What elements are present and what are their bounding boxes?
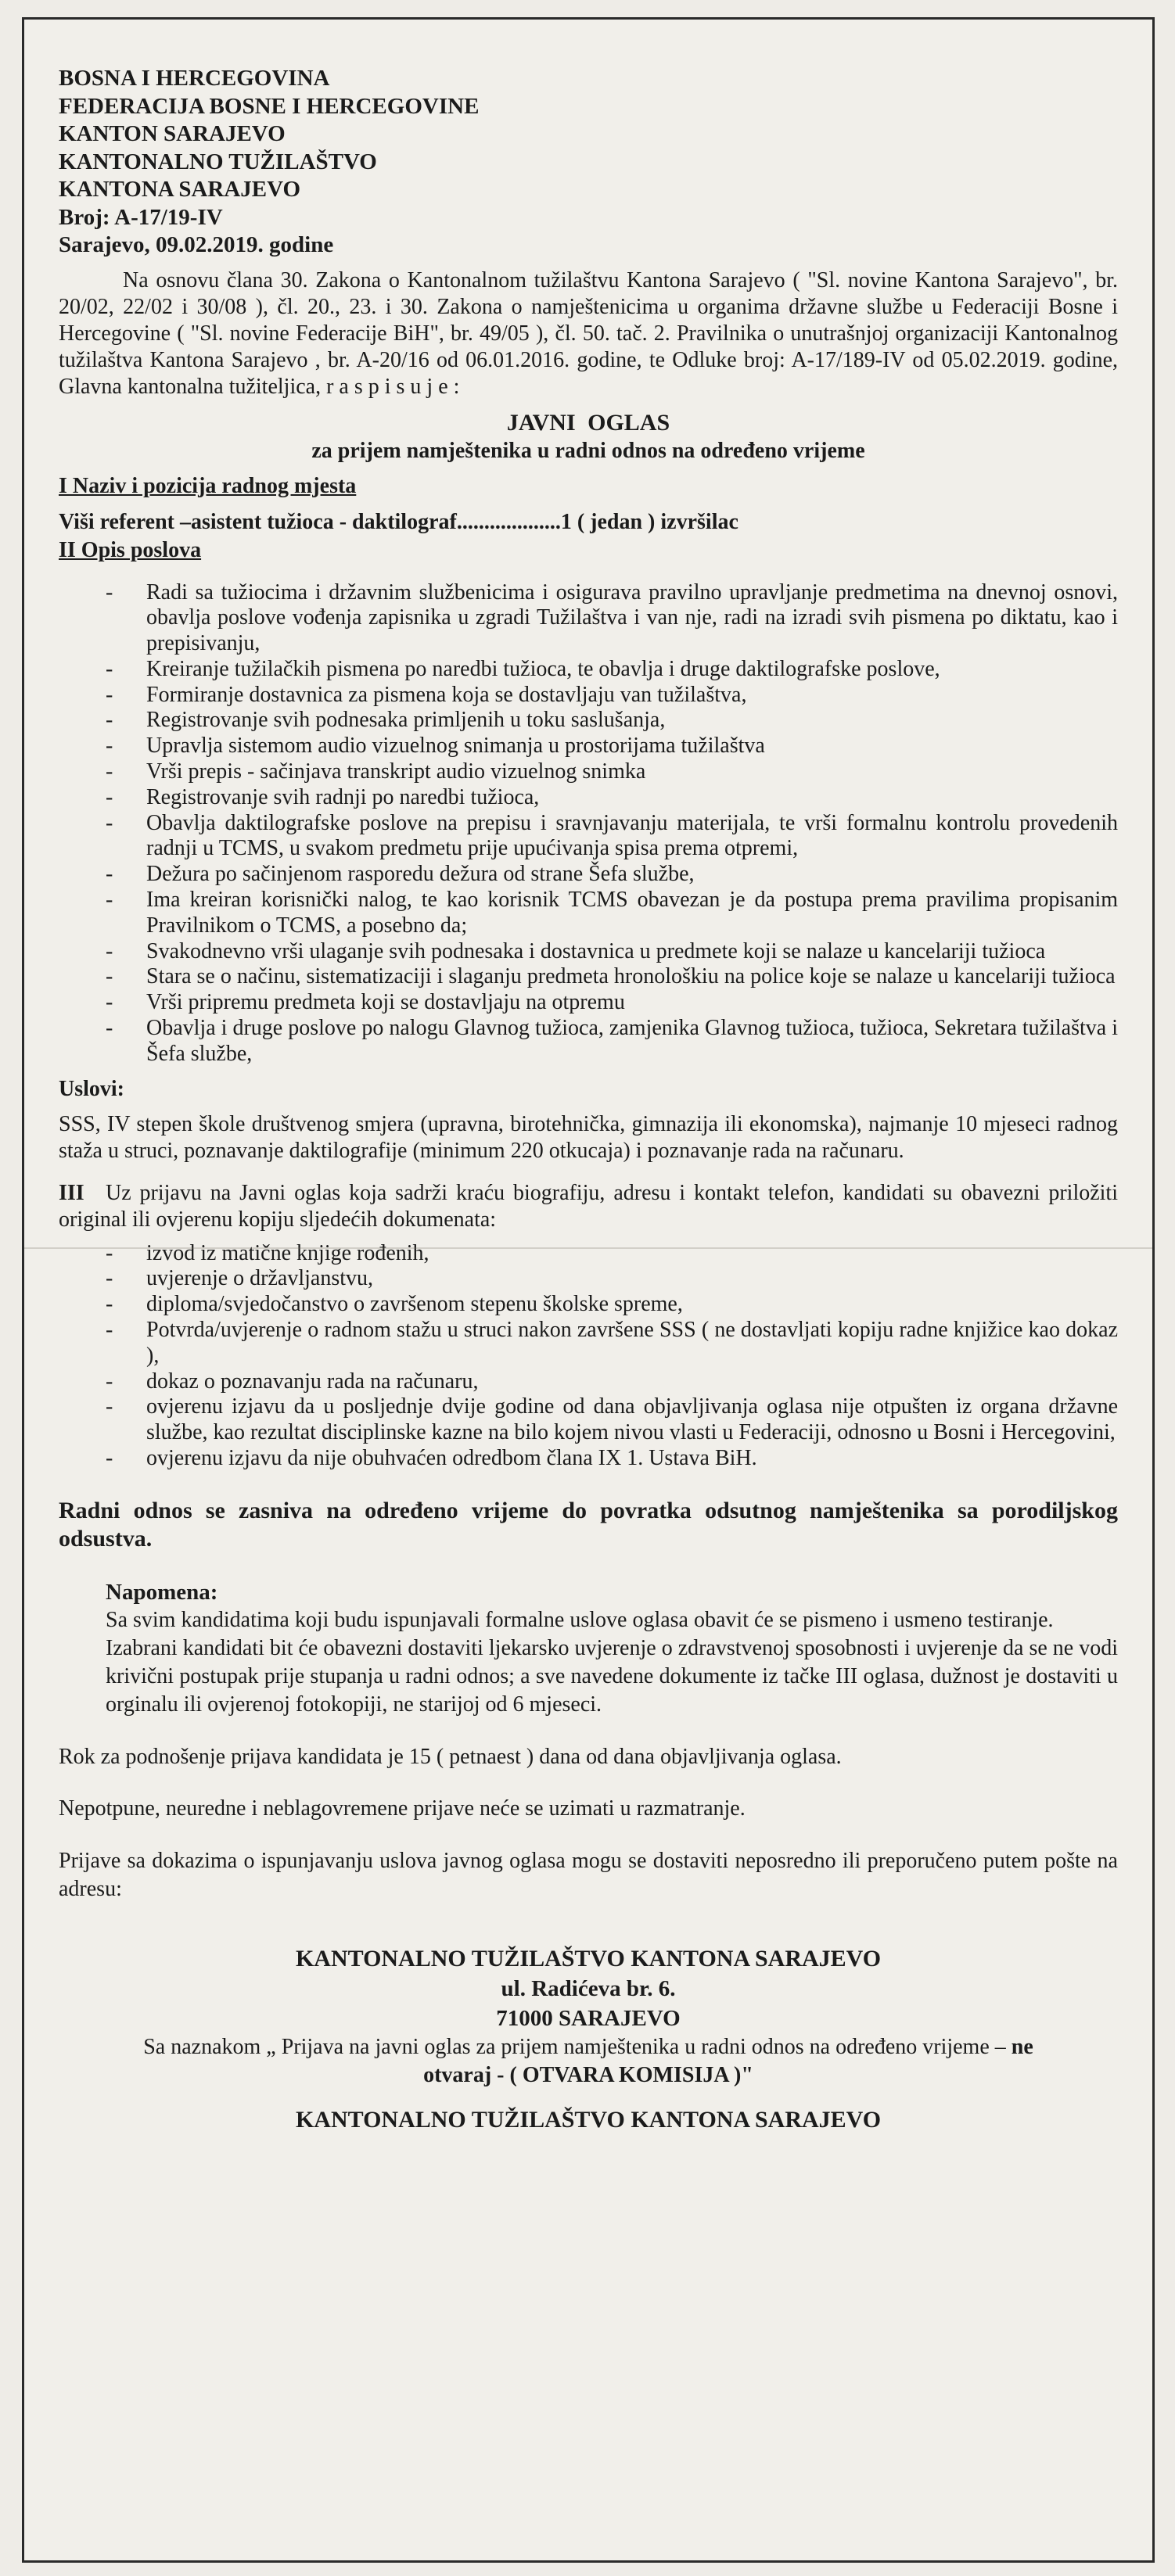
- marking-bold-ne: ne: [1011, 2034, 1033, 2059]
- list-item: - Svakodnevno vrši ulaganje svih podnesaka i dostavnica u predmete koji se nalaze u kancelariji tužioca: [106, 939, 1118, 965]
- intro-paragraph: Na osnovu člana 30. Zakona o Kantonalnom tužilaštvu Kantona Sarajevo ( "Sl. novine Kantona Sarajevo", br. 20/02, 22/02 i 30/08 ), čl. 20., 23. i 30. Zakona o namještenicima u organima državne službe u Federaciji Bosne i Hercegovine ( "Sl. novine Federacije BiH", br. 49/05 ), čl. 50. tač. 2. Pravilnika o unutrašnjoj organizaciji Kantonalnog tužilaštva Kantona Sarajevo , br. A-20/16 od 06.01.2016. godine, te Odluke broj: A-17/189-IV od 05.02.2019. godine, Glavna kantonalna tužiteljica, r a s p i s u j e :: [59, 267, 1118, 399]
- list-item: - Obavlja daktilografske poslove na prepisu i sravnjavanju materijala, te vrši formalnu kontrolu provedenih radnji u TCMS, u svakom predmetu prije upućivanja spisa prema otpremi,: [106, 811, 1118, 863]
- conditions-text: SSS, IV stepen škole društvenog smjera (upravna, birotehnička, gimnazija ili ekonomska), najmanje 10 mjeseci radnog staža u struci, poznavanje daktilografije (minimum 220 otkucaja) i poznavanje rada na računaru.: [59, 1111, 1118, 1163]
- list-item: - Vrši pripremu predmeta koji se dostavljaju na otpremu: [106, 990, 1118, 1016]
- list-item: - dokaz o poznavanju rada na računaru,: [106, 1369, 1118, 1395]
- conditions-heading: Uslovi:: [59, 1076, 124, 1101]
- list-item: - Upravlja sistemom audio vizuelnog snimanja u prostorijama tužilaštva: [106, 734, 1118, 759]
- documents-list: [106, 1241, 1118, 1472]
- document-date: Sarajevo, 09.02.2019. godine: [59, 232, 334, 257]
- duties-list: [106, 580, 1118, 1067]
- section-3-text: Uz prijavu na Javni oglas koja sadrži kraću biografiju, adresu i kontakt telefon, kandidati su obavezni priložiti original ili ovjerenu kopiju sljedećih dokumenata:: [59, 1180, 1118, 1232]
- address-marking: [59, 2033, 1118, 2090]
- list-item: - Formiranje dostavnica za pismena koja se dostavljaju van tužilaštva,: [106, 683, 1118, 709]
- deadline-text: Rok za podnošenje prijava kandidata je 15 ( petnaest ) dana od dana objavljivanja oglasa.: [59, 1744, 842, 1769]
- address-institution: KANTONALNO TUŽILAŠTVO KANTONA SARAJEVO: [295, 1945, 882, 1971]
- list-item: - Stara se o načinu, sistematizaciji i slaganju predmeta hronološkiu na police koje se nalaze u kancelariji tužioca: [106, 964, 1118, 990]
- submission-text: Prijave sa dokazima o ispunjavanju uslova javnog oglasa mogu se dostaviti neposredno ili preporučeno putem pošte na adresu:: [59, 1848, 1118, 1901]
- list-item: - Kreiranje tužilačkih pismena po naredbi tužioca, te obavlja i druge daktilografske poslove,: [106, 657, 1118, 683]
- employment-note: Radni odnos se zasniva na određeno vrijeme do povratka odsutnog namještenika sa porodiljskog odsustva.: [59, 1497, 1118, 1552]
- header-line-office: KANTONALNO TUŽILAŠTVO: [59, 149, 377, 174]
- footer-institution: KANTONALNO TUŽILAŠTVO KANTONA SARAJEVO: [295, 2106, 882, 2133]
- section-3-paragraph: [59, 1180, 1118, 1233]
- section-1-heading: I Naziv i pozicija radnog mjesta: [59, 473, 357, 498]
- list-item: - Dežura po sačinjenom rasporedu dežura od strane Šefa službe,: [106, 862, 1118, 888]
- list-item: - Registrovanje svih radnji po naredbi tužioca,: [106, 785, 1118, 811]
- list-item: - izvod iz matične knjige rođenih,: [106, 1241, 1118, 1267]
- header-line-canton: KANTON SARAJEVO: [59, 121, 286, 146]
- napomena-block: [106, 1578, 1118, 1719]
- napomena-testing: Sa svim kandidatima koji budu ispunjavali formalne uslove oglasa obavit će se pismeno i usmeno testiranje.: [106, 1607, 1054, 1632]
- header-line-office-canton: KANTONA SARAJEVO: [59, 177, 301, 202]
- section-3-numeral: III: [59, 1180, 84, 1205]
- list-item: - ovjerenu izjavu da nije obuhvaćen odredbom člana IX 1. Ustava BiH.: [106, 1446, 1118, 1472]
- section-2-heading: II Opis poslova: [59, 537, 202, 562]
- marking-prefix: Sa naznakom „ Prijava na javni oglas za prijem namještenika u radni odnos na određeno vrijeme –: [143, 2034, 1006, 2059]
- list-item: - Vrši prepis - sačinjava transkript audio vizuelnog snimka: [106, 759, 1118, 785]
- list-item: - Potvrda/uvjerenje o radnom stažu u struci nakon završene SSS ( ne dostavljati kopiju radne knjižice kao dokaz ),: [106, 1318, 1118, 1369]
- napomena-heading: Napomena:: [106, 1579, 218, 1605]
- napomena-documents: Izabrani kandidati bit će obavezni dostaviti ljekarsko uvjerenje o zdravstvenoj sposobnosti i uvjerenje da se ne vodi krivični postupak prije stupanja u radni odnos; a sve navedene dokumente iz tačke III oglasa, dužnost je dostaviti u orginalu ili ovjerenoj fotokopiji, ne starijoj od 6 mjeseci.: [106, 1635, 1118, 1717]
- address-street: ul. Radićeva br. 6.: [501, 1975, 676, 2001]
- incomplete-applications-text: Nepotpune, neuredne i neblagovremene prijave neće se uzimati u razmatranje.: [59, 1796, 746, 1821]
- list-item: - Radi sa tužiocima i državnim službenicima i osigurava pravilno upravljanje predmetima na dnevnoj osnovi, obavlja poslove vođenja zapisnika u zgradi Tužilaštva i van nje, radi na izradi svih pismena po diktatu, kao i prepisivanju,: [106, 580, 1118, 657]
- list-item: - ovjerenu izjavu da u posljednje dvije godine od dana objavljivanja oglasa nije otpušten iz organa državne službe, kao rezultat disciplinske kazne na bilo kojem nivou vlasti u Federaciji, odnosno u Bosni i Hercegovini,: [106, 1394, 1118, 1446]
- position-title: Viši referent –asistent tužioca - daktilograf...................1 ( jedan ) izvršilac: [59, 509, 738, 534]
- list-item: - diploma/svjedočanstvo o završenom stepenu školske spreme,: [106, 1292, 1118, 1318]
- list-item: - Obavlja i druge poslove po nalogu Glavnog tužioca, zamjenika Glavnog tužioca, tužioca, Sekretara tužilaštva i Šefa službe,: [106, 1016, 1118, 1067]
- list-item: - Ima kreiran korisnički nalog, te kao korisnik TCMS obavezan je da postupa prema pravilima propisanim Pravilnikom o TCMS, a posebno da;: [106, 888, 1118, 939]
- document-page: [22, 17, 1155, 2563]
- document-header: [59, 65, 1118, 260]
- document-number: Broj: A-17/19-IV: [59, 204, 223, 230]
- header-line-federation: FEDERACIJA BOSNE I HERCEGOVINE: [59, 93, 480, 119]
- paper-fold-line: [24, 1247, 1152, 1249]
- list-item: - Registrovanje svih podnesaka primljenih u toku saslušanja,: [106, 708, 1118, 734]
- notice-title: JAVNI OGLAS: [506, 409, 670, 436]
- marking-bold-otvaraj: otvaraj - ( OTVARA KOMISIJA )": [423, 2062, 753, 2087]
- notice-subtitle: za prijem namještenika u radni odnos na određeno vrijeme: [311, 438, 865, 463]
- address-postal: 71000 SARAJEVO: [496, 2005, 681, 2031]
- header-line-country: BOSNA I HERCEGOVINA: [59, 66, 330, 91]
- list-item: - uvjerenje o državljanstvu,: [106, 1266, 1118, 1292]
